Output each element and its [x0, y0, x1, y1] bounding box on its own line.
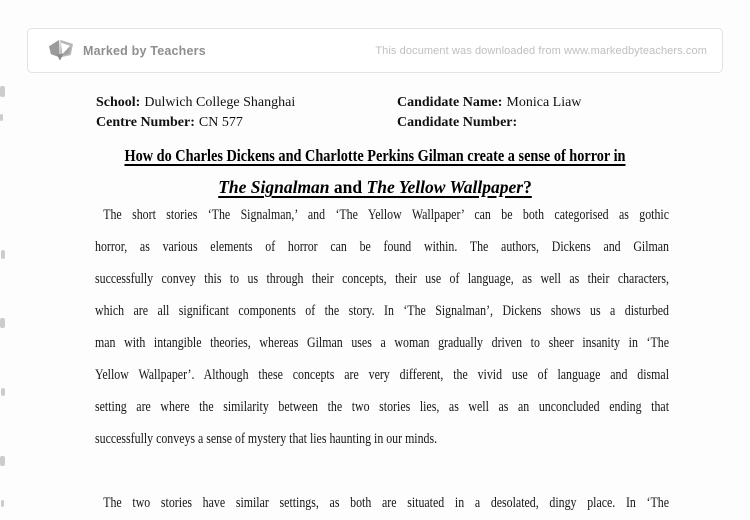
- scan-artifact: [0, 114, 3, 121]
- centre-number-value: CN 577: [198, 115, 243, 130]
- meta-right-column: [397, 93, 581, 133]
- marked-by-teachers-logo-icon: [46, 38, 76, 62]
- site-banner: [27, 28, 723, 73]
- centre-number-row: [96, 113, 295, 133]
- text-line: man with intangible theories, whereas Gilman uses a woman gradually driven to sheer insanity in ‘The: [95, 335, 669, 351]
- school-label: School:: [96, 95, 141, 110]
- title-work-1: The Signalman: [218, 177, 330, 197]
- school-value: Dulwich College Shanghai: [144, 95, 296, 110]
- text-line: successfully conveys a sense of mystery that lies haunting in our minds.: [95, 431, 438, 447]
- text-line: The short stories ‘The Signalman,’ and ‘The Yellow Wallpaper’ can be both categorised as gothic: [103, 207, 669, 223]
- essay-title-line-2: The Signalman and The Yellow Wallpaper?: [218, 177, 532, 197]
- scan-artifact: [1, 388, 5, 396]
- download-notice: This document was downloaded from www.markedbyteachers.com: [375, 44, 707, 57]
- scan-artifact: [0, 86, 5, 97]
- text-line: horror, as various elements of horror can be found within. The authors, Dickens and Gilman: [95, 239, 669, 255]
- centre-number-label: Centre Number:: [96, 115, 195, 130]
- candidate-number-row: [397, 113, 581, 133]
- candidate-name-label: Candidate Name:: [397, 95, 503, 110]
- text-line: The two stories have similar settings, as both are situated in a desolated, dingy place. In ‘The: [103, 495, 669, 511]
- title-work-2: The Yellow Wallpaper: [366, 177, 524, 197]
- essay-title-line-1: How do Charles Dickens and Charlotte Perkins Gilman create a sense of horror in: [124, 146, 626, 165]
- candidate-name-value: Monica Liaw: [506, 95, 582, 110]
- school-row: [96, 93, 295, 113]
- scan-artifact: [1, 500, 4, 507]
- candidate-name-row: [397, 93, 581, 113]
- brand-name: Marked by Teachers: [83, 43, 206, 58]
- scan-artifact: [0, 318, 5, 328]
- text-line: successfully convey this to us through their concepts, their use of language, as well as their characters,: [95, 271, 669, 287]
- scan-artifact: [0, 456, 5, 466]
- text-line: Yellow Wallpaper’. Although these concepts are very different, the vivid use of language and dismal: [95, 367, 669, 383]
- text-line: which are all significant components of the story. In ‘The Signalman’, Dickens shows us a disturbed: [95, 303, 669, 319]
- candidate-number-label: Candidate Number:: [397, 115, 518, 130]
- scan-artifact: [1, 250, 5, 259]
- meta-left-column: [96, 93, 295, 133]
- text-line: setting are where the similarity between the two stories lies, as well as an unconcluded ending that: [95, 399, 669, 415]
- essay-paragraph-2: [95, 487, 669, 519]
- essay-paragraph-1: [95, 199, 669, 455]
